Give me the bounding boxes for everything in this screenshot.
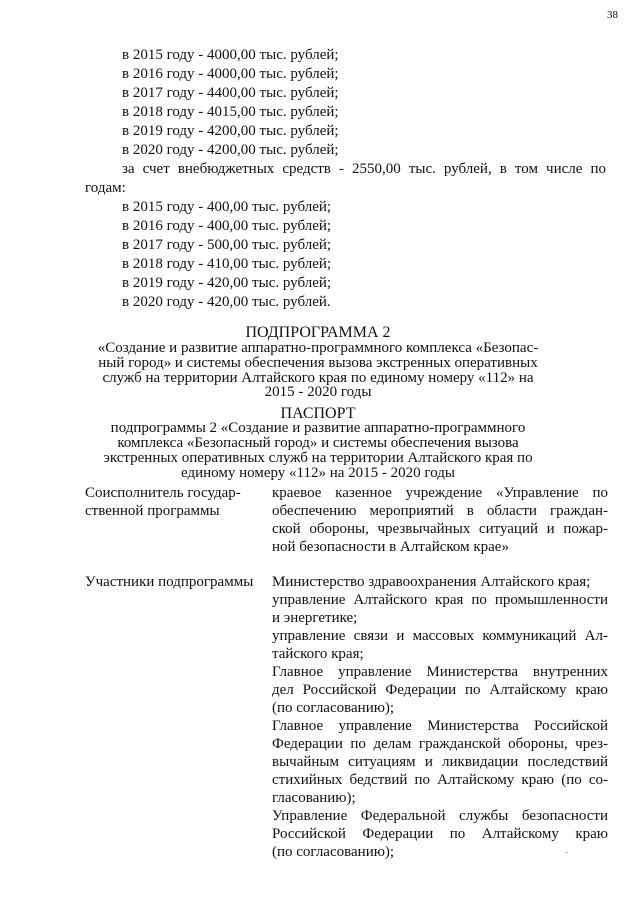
- passport-name-line: экстренных оперативных служб на территории Алтайского края по: [103, 450, 533, 466]
- subprogram-name-line: 2015 - 2020 годы: [264, 384, 372, 400]
- coexecutor-value-line: ной безопасности в Алтайском крае»: [272, 539, 509, 555]
- extrabudget-line-2017: в 2017 году - 500,00 тыс. рублей;: [122, 237, 332, 253]
- participant-item: Главное управление Министерства Российской: [272, 718, 608, 734]
- passport-name-line: подпрограммы 2 «Создание и развитие аппаратно-программного: [110, 420, 526, 436]
- extrabudget-intro-cont: годам:: [85, 180, 126, 196]
- participant-item-cont: (по согласованию);: [272, 700, 395, 716]
- participant-item-cont: гласованию);: [272, 790, 356, 806]
- participants-value: [272, 573, 608, 861]
- extrabudget-line-2016: в 2016 году - 400,00 тыс. рублей;: [122, 218, 332, 234]
- coexecutor-value-line: обеспечению мероприятий в области граждан-: [272, 503, 608, 519]
- participant-item-cont: тайского края;: [272, 646, 364, 662]
- passport-title: ПАСПОРТ: [280, 405, 356, 422]
- extrabudget-intro: за счет внебюджетных средств - 2550,00 тыс. рублей, в том числе по: [122, 161, 606, 177]
- coexecutor-label-line: ственной программы: [85, 503, 220, 519]
- passport-name-line: комплекса «Безопасный город» и системы обеспечения вызова: [117, 435, 519, 451]
- extrabudget-line-2019: в 2019 году - 420,00 тыс. рублей;: [122, 275, 332, 291]
- budget-line-2016: в 2016 году - 4000,00 тыс. рублей;: [122, 66, 339, 82]
- participant-item-cont: (по согласованию);: [272, 844, 395, 860]
- participant-item-cont: Российской Федерации по Алтайскому краю: [272, 826, 608, 842]
- subprogram-title: ПОДПРОГРАММА 2: [245, 324, 391, 341]
- subprogram-name-line: «Создание и развитие аппаратно-программного комплекса «Безопас-: [97, 340, 539, 356]
- participant-item-cont: дел Российской Федерации по Алтайскому краю: [272, 682, 608, 698]
- coexecutor-label: [85, 484, 265, 520]
- participant-item-cont: и энергетике;: [272, 610, 358, 626]
- extrabudget-line-2018: в 2018 году - 410,00 тыс. рублей;: [122, 256, 332, 272]
- scan-speck: [566, 852, 568, 853]
- participant-item-cont: вычайным ситуациям и ликвидации последствий: [272, 754, 608, 770]
- participant-item: управление связи и массовых коммуникаций Ал-: [272, 628, 608, 644]
- participants-label-text: Участники подпрограммы: [85, 574, 254, 590]
- coexecutor-label-line: Соисполнитель государ-: [85, 485, 241, 501]
- budget-line-2015: в 2015 году - 4000,00 тыс. рублей;: [122, 47, 339, 63]
- passport-name-line: единому номеру «112» на 2015 - 2020 годы: [181, 465, 455, 481]
- budget-line-2018: в 2018 году - 4015,00 тыс. рублей;: [122, 104, 339, 120]
- participants-label: [85, 573, 265, 591]
- participant-item: Министерство здравоохранения Алтайского края;: [272, 574, 591, 590]
- coexecutor-value: [272, 484, 608, 556]
- budget-line-2017: в 2017 году - 4400,00 тыс. рублей;: [122, 85, 339, 101]
- participant-item: Главное управление Министерства внутренних: [272, 664, 608, 680]
- budget-line-2020: в 2020 году - 4200,00 тыс. рублей;: [122, 142, 339, 158]
- coexecutor-value-line: краевое казенное учреждение «Управление по: [272, 485, 608, 501]
- page-number: 38: [607, 9, 618, 21]
- participant-item: управление Алтайского края по промышленности: [272, 592, 608, 608]
- coexecutor-value-line: ской обороны, чрезвычайных ситуаций и пожар-: [272, 521, 608, 537]
- subprogram-name-line: служб на территории Алтайского края по единому номеру «112» на: [102, 370, 534, 386]
- subprogram-name-line: ный город» и системы обеспечения вызова экстренных оперативных: [98, 355, 538, 371]
- budget-line-2019: в 2019 году - 4200,00 тыс. рублей;: [122, 123, 339, 139]
- participant-item: Управление Федеральной службы безопасности: [272, 808, 608, 824]
- extrabudget-line-2020: в 2020 году - 420,00 тыс. рублей.: [122, 294, 331, 310]
- participant-item-cont: Федерации по делам гражданской обороны, чрез-: [272, 736, 608, 752]
- participant-item-cont: стихийных бедствий по Алтайскому краю (по со-: [272, 772, 608, 788]
- extrabudget-line-2015: в 2015 году - 400,00 тыс. рублей;: [122, 199, 332, 215]
